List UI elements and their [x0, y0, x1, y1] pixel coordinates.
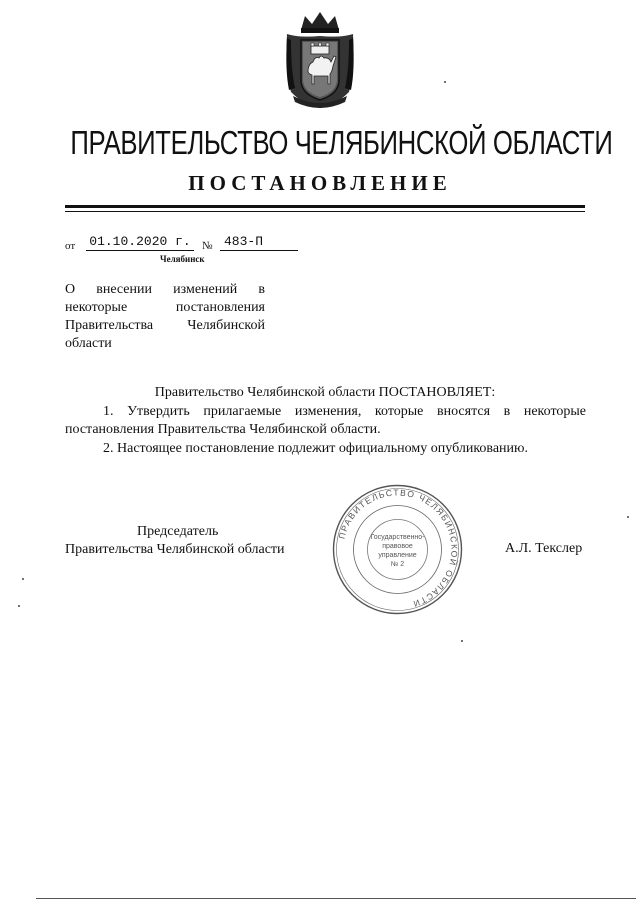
- stamp-center-line-2: правовое: [382, 543, 413, 550]
- signer-name: А.Л. Текслер: [505, 541, 583, 556]
- signer-position-line-1: Председатель: [137, 524, 219, 539]
- scan-bottom-edge: [36, 898, 636, 899]
- official-stamp-seal: [330, 482, 465, 617]
- coat-of-arms-icon: [281, 10, 359, 110]
- scan-speck: [461, 640, 463, 642]
- resolution-items: [65, 403, 586, 458]
- preamble: Правительство Челябинской области ПОСТАНОВЛЯЕТ:: [154, 385, 496, 400]
- header-rule-thick: [65, 205, 585, 208]
- date-prefix: от: [65, 240, 76, 252]
- signer-position: [65, 523, 315, 559]
- document-subject: О внесении изменений в некоторые постановления Правительства Челябинской области: [65, 282, 265, 351]
- scan-speck: [22, 578, 24, 580]
- stamp-center-line-1: Государственно-: [370, 534, 425, 541]
- scan-speck: [18, 605, 20, 607]
- government-title: ПРАВИТЕЛЬСТВО ЧЕЛЯБИНСКОЙ ОБЛАСТИ: [70, 124, 613, 161]
- document-type: ПОСТАНОВЛЕНИЕ: [188, 171, 452, 195]
- document-number: 483-П: [220, 234, 298, 251]
- resolution-item-2: 2. Настоящее постановление подлежит официальному опубликованию.: [103, 441, 528, 456]
- number-prefix: №: [202, 240, 213, 252]
- resolution-item-1: 1. Утвердить прилагаемые изменения, которые вносятся в некоторые постановления Правительства Челябинской области.: [65, 404, 586, 437]
- header-rule-thin: [65, 211, 585, 212]
- stamp-outer-text: ПРАВИТЕЛЬСТВО ЧЕЛЯБИНСКОЙ ОБЛАСТИ: [336, 487, 460, 610]
- scan-speck: [627, 516, 629, 518]
- scan-speck: [444, 81, 446, 83]
- document-date: 01.10.2020 г.: [86, 234, 194, 251]
- stamp-center-line-3: управление: [378, 552, 417, 559]
- stamp-center-line-4: № 2: [390, 561, 405, 568]
- signer-position-line-2: Правительства Челябинской области: [65, 542, 285, 557]
- city-label: Челябинск: [160, 254, 205, 264]
